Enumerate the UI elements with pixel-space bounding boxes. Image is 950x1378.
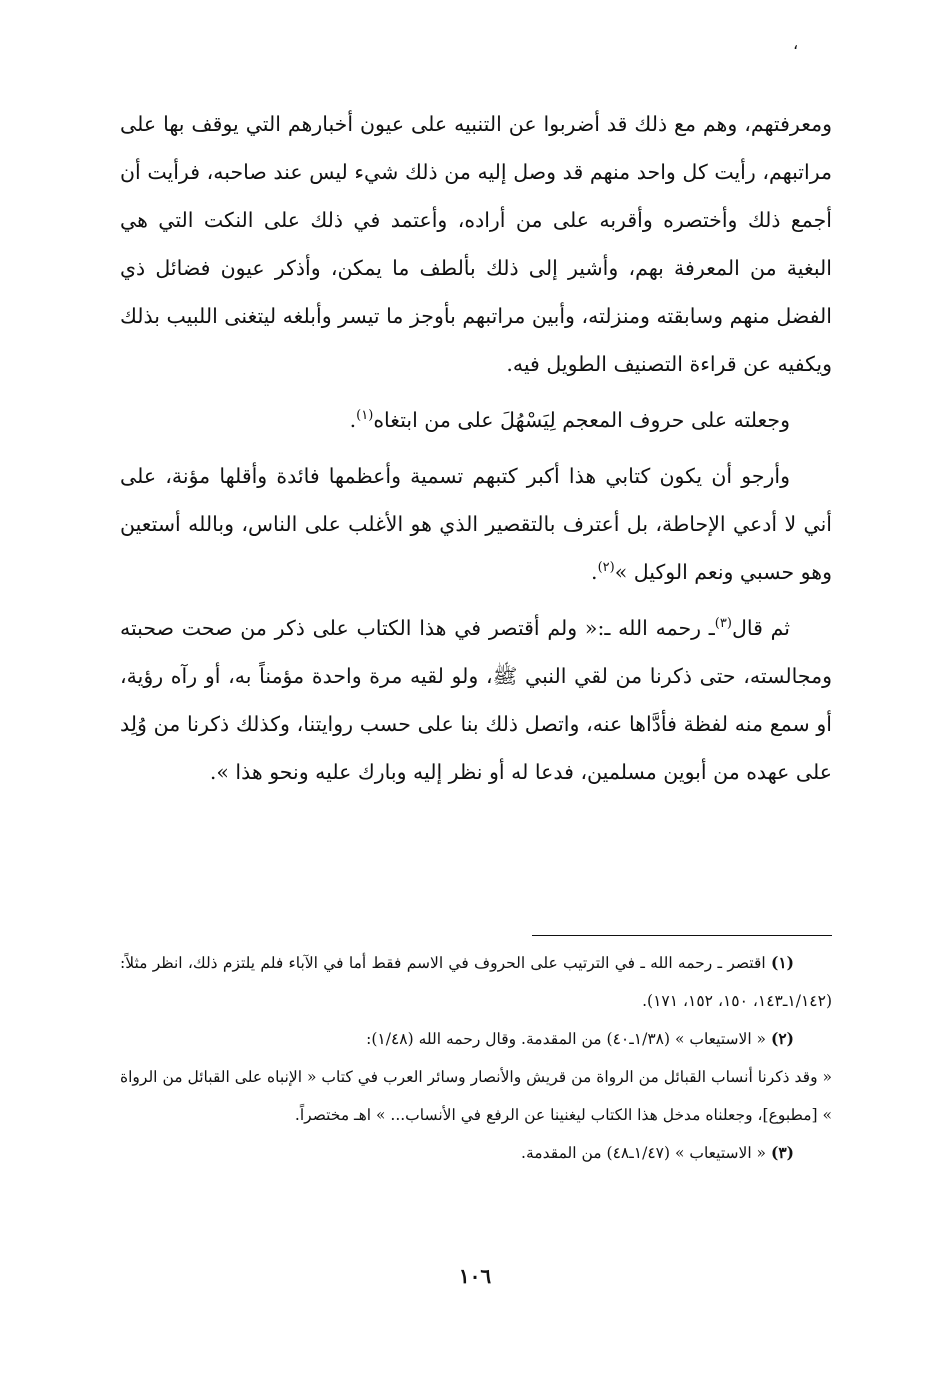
paragraph-2 <box>120 396 832 444</box>
paragraph-2-end: . <box>349 408 357 432</box>
main-text <box>120 100 832 804</box>
paragraph-3-text: وأرجو أن يكون كتابي هذا أكبر كتبهم تسمية وأعظمها فائدة وأقلها مؤنة، على أني لا أدعي الإحاطة، بل أعترف بالتقصير الذي هو الأغلب على الناس، وبالله أستعين وهو حسبي ونعم الوكيل » <box>120 464 832 584</box>
paragraph-3 <box>120 452 832 596</box>
page-number: ١٠٦ <box>458 1264 492 1288</box>
footnote-ref-1: (١) <box>356 408 374 424</box>
paragraph-4-start: ثم قال <box>731 616 790 640</box>
paragraph-4-rest: ـ رحمه الله ـ:« ولم أقتصر في هذا الكتاب على ذكر من صحت صحبته ومجالسته، حتى ذكرنا من لقي النبي ﷺ، ولو لقيه مرة واحدة مؤمناً به، أو رآه رؤية، أو سمع منه لفظة فأدَّاها عنه، واتصل ذلك بنا على حسب روايتنا، وكذلك ذكرنا من وُلِد على عهده من أبوين مسلمين، فدعا له أو نظر إليه وبارك عليه ونحو هذا ». <box>120 616 832 784</box>
paragraph-4 <box>120 604 832 796</box>
footnote-separator <box>532 935 832 936</box>
footnote-3-number: (٣) <box>770 1143 794 1162</box>
footnote-1-number: (١) <box>770 953 794 972</box>
paragraph-3-end: . <box>591 560 598 584</box>
footnote-ref-3: (٣) <box>714 616 732 632</box>
footnote-2-quote: « وقد ذكرنا أنساب القبائل من الرواة من قريش والأنصار وسائر العرب في كتاب « الإنباه على القبائل من الرواة » [مطبوع]، وجعلناه مدخل هذا الكتاب ليغنينا عن الرفع في الأنساب... » اهـ مختصراً. <box>120 1068 832 1124</box>
footnote-2-text: « الاستيعاب » (١/٣٨ـ٤٠) من المقدمة. وقال رحمه الله (١/٤٨): <box>366 1030 767 1048</box>
footnotes <box>120 944 832 1172</box>
corner-mark: ، <box>793 34 799 53</box>
footnote-ref-2: (٢) <box>597 560 615 576</box>
footnote-3-text: « الاستيعاب » (١/٤٧ـ٤٨) من المقدمة. <box>521 1144 767 1162</box>
footnote-1 <box>120 944 832 1020</box>
paragraph-2-text: وجعلته على حروف المعجم لِيَسْهُلَ على من ابتغاه <box>373 408 790 432</box>
footnote-2 <box>120 1020 832 1058</box>
footnote-2-number: (٢) <box>770 1029 794 1048</box>
footnote-1-text: اقتصر ـ رحمه الله ـ في الترتيب على الحروف في الاسم فقط أما في الآباء فلم يلتزم ذلك، انظر مثلاً: (١/١٤٢ـ١٤٣، ١٥٠، ١٥٢، ١٧١). <box>120 954 832 1010</box>
footnote-3 <box>120 1134 832 1172</box>
paragraph-1: ومعرفتهم، وهم مع ذلك قد أضربوا عن التنبيه على عيون أخبارهم التي يوقف بها على مراتبهم، رأيت كل واحد منهم قد وصل إليه من ذلك شيء ليس عند صاحبه، فرأيت أن أجمع ذلك وأختصره وأقربه على من أراده، وأعتمد في ذلك على النكت التي هي البغية من المعرفة بهم، وأشير إلى ذلك بألطف ما يمكن، وأذكر عيون فضائل ذي الفضل منهم وسابقته ومنزلته، وأبين مراتبهم بأوجز ما تيسر وأبلغه ليتغنى اللبيب بذلك ويكفيه عن قراءة التصنيف الطويل فيه. <box>120 112 832 376</box>
